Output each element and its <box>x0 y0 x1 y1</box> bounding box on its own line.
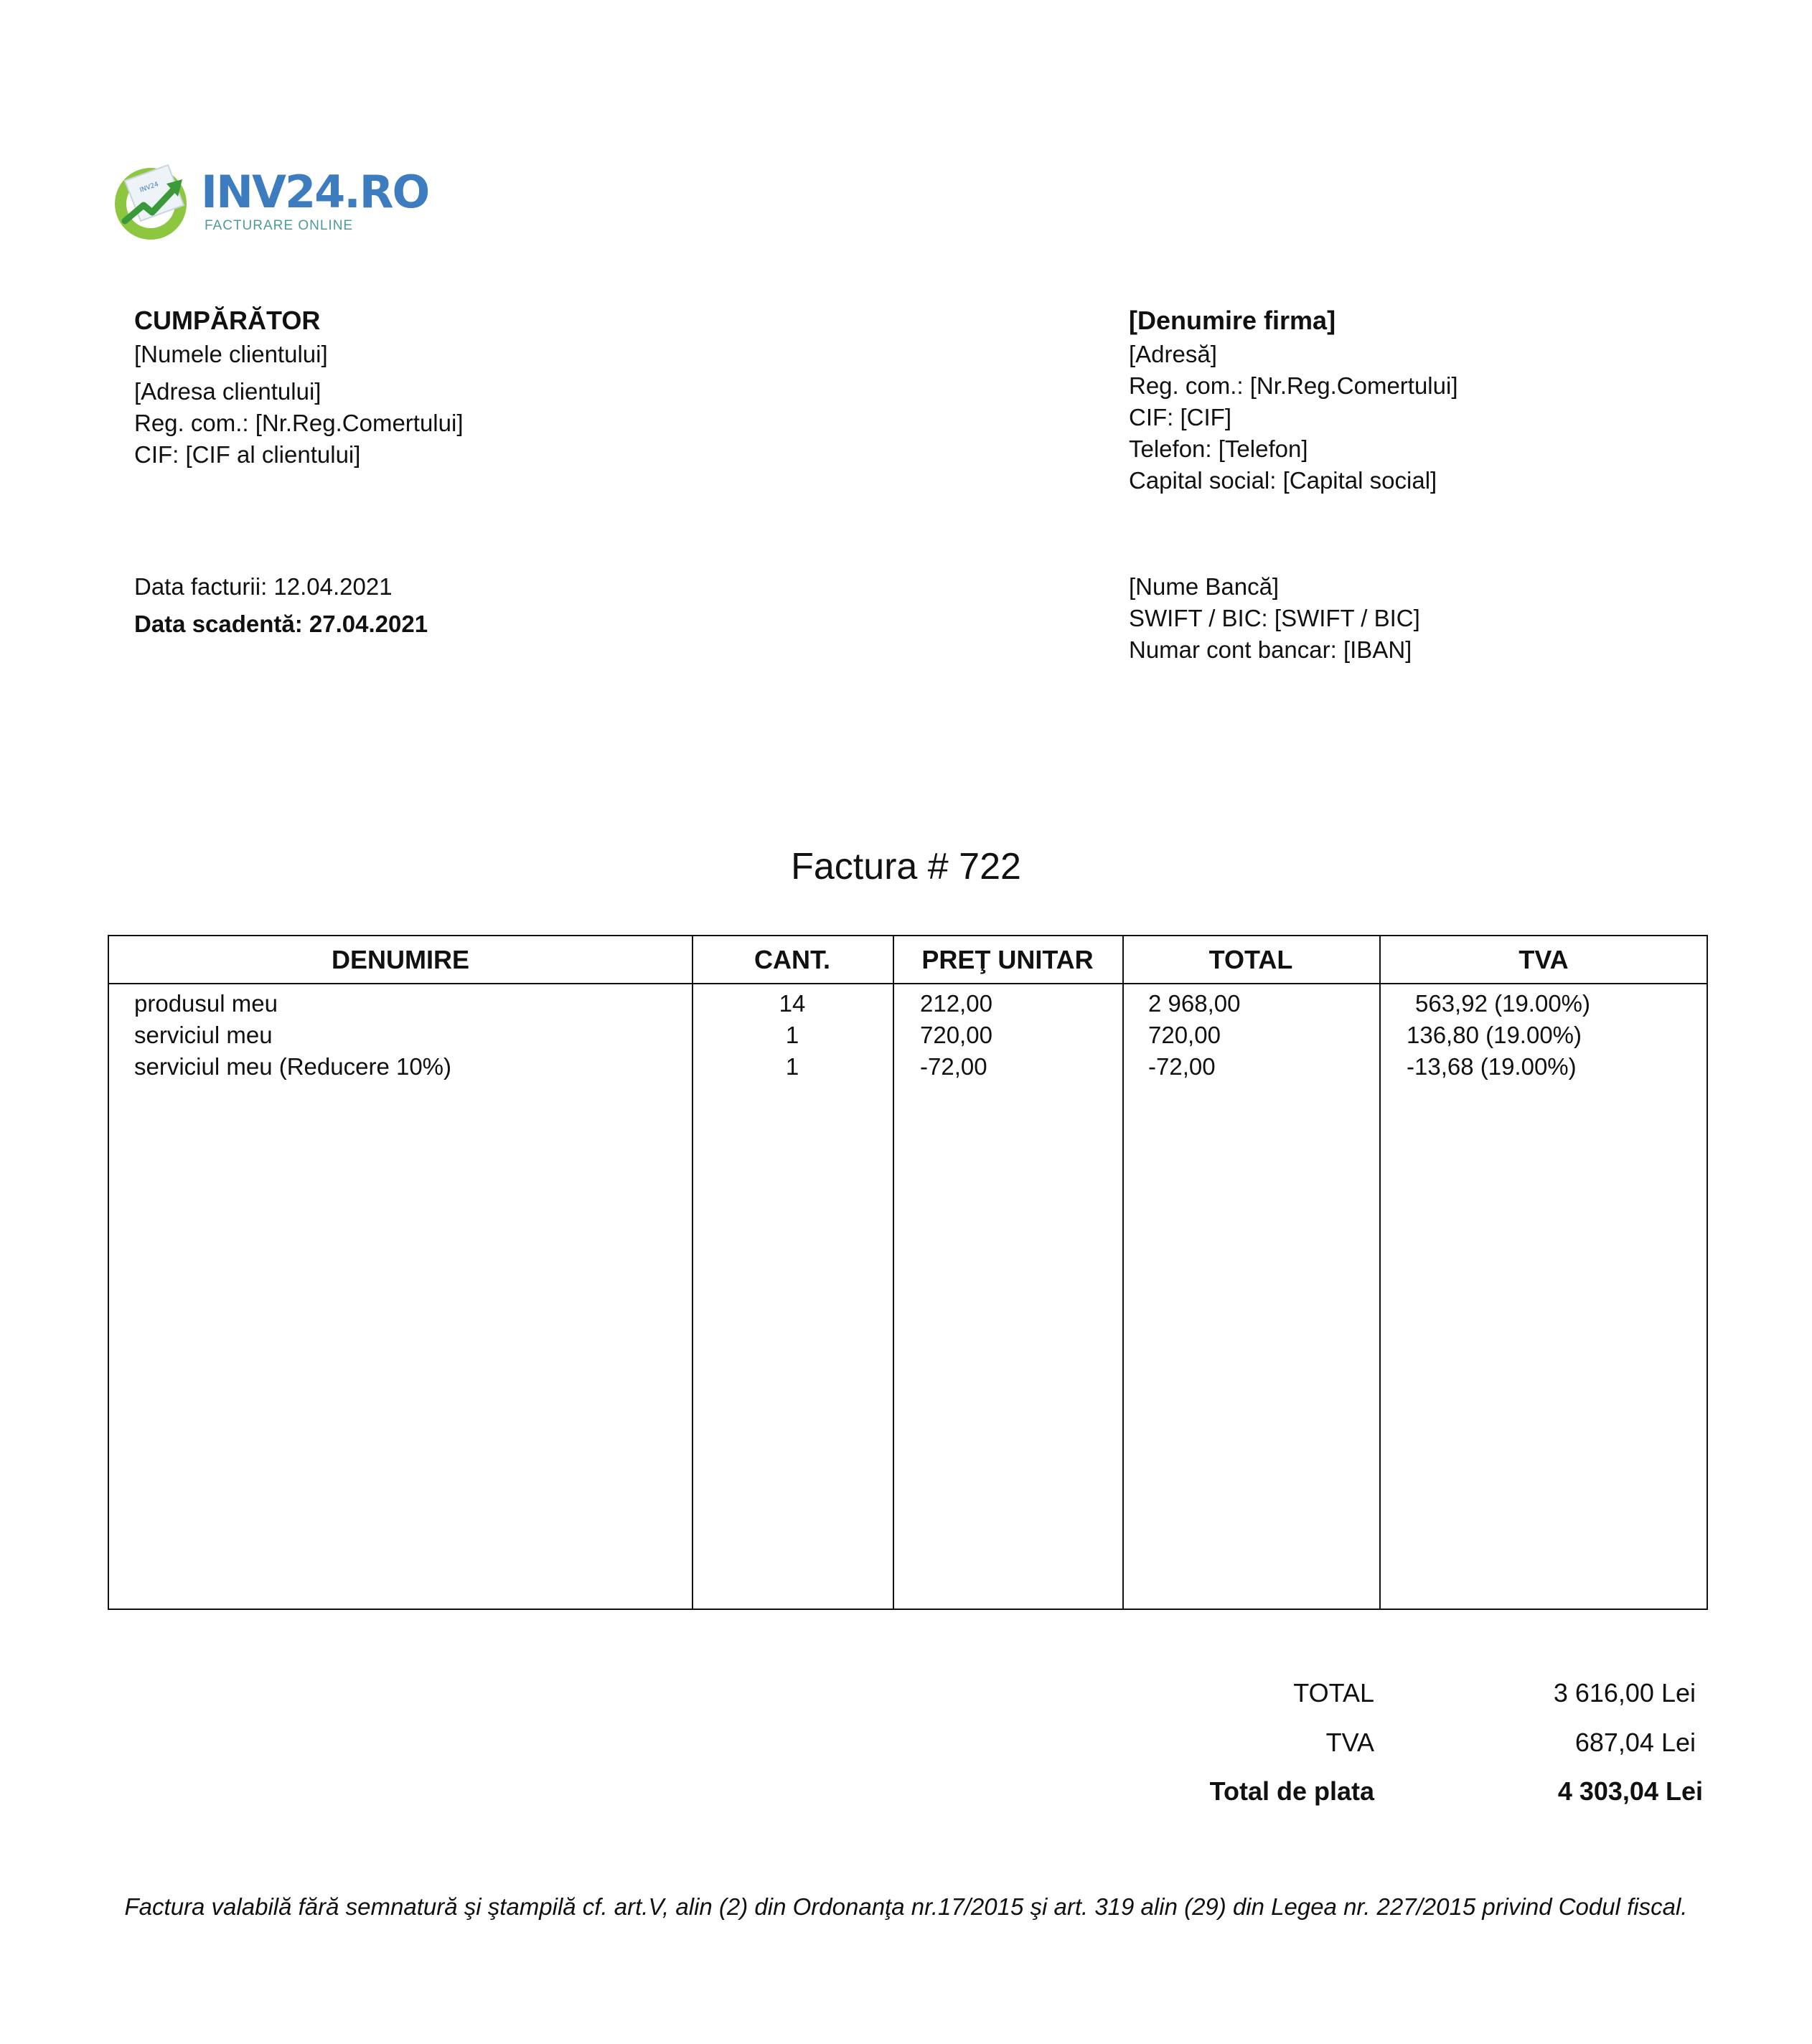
column-divider <box>1122 936 1124 1609</box>
row-2-qty: 1 <box>785 1022 799 1048</box>
bank-swift: SWIFT / BIC: [SWIFT / BIC] <box>1129 605 1420 631</box>
seller-title: [Denumire firma] <box>1129 306 1336 335</box>
row-2-total: 720,00 <box>1148 1022 1221 1048</box>
grand-total-value: 4 303,04 Lei <box>1557 1776 1703 1806</box>
buyer-address: [Adresa clientului] <box>134 378 321 405</box>
invoice-title: Factura # 722 <box>791 846 1021 887</box>
due-date: Data scadentă: 27.04.2021 <box>134 611 428 637</box>
legal-note: Factura valabilă fără semnatură şi ştampilă cf. art.V, alin (2) din Ordonanţa nr.17/2015 şi art. 319 alin (29) din Legea nr. 227/2015 privind Codul fiscal. <box>124 1893 1688 1920</box>
company-logo <box>109 159 429 242</box>
items-table <box>108 935 1708 1610</box>
column-header-name: DENUMIRE <box>331 945 469 974</box>
seller-block <box>1129 304 1458 496</box>
row-3-total: -72,00 <box>1148 1053 1216 1080</box>
column-header-vat: TVA <box>1518 945 1569 974</box>
seller-capital: Capital social: [Capital social] <box>1129 467 1437 494</box>
seller-address: [Adresă] <box>1129 341 1217 367</box>
column-header-total: TOTAL <box>1208 945 1293 974</box>
header-divider <box>109 983 1707 984</box>
row-1-unit-price: 212,00 <box>920 990 992 1017</box>
seller-cif: CIF: [CIF] <box>1129 404 1231 430</box>
column-divider <box>893 936 894 1609</box>
buyer-reg-com: Reg. com.: [Nr.Reg.Comertului] <box>134 410 464 436</box>
seller-phone: Telefon: [Telefon] <box>1129 435 1308 462</box>
row-1-name: produsul meu <box>134 990 278 1017</box>
subtotal-value: 3 616,00 Lei <box>1553 1678 1696 1708</box>
logo-badge-text: INV24 <box>139 181 160 194</box>
invoice-dates <box>134 571 428 640</box>
vat-total-value: 687,04 Lei <box>1574 1728 1696 1757</box>
grand-total-label: Total de plata <box>1209 1776 1374 1806</box>
seller-reg-com: Reg. com.: [Nr.Reg.Comertului] <box>1129 372 1458 399</box>
column-header-qty: CANT. <box>754 945 830 974</box>
bank-name: [Nume Bancă] <box>1129 573 1280 600</box>
buyer-title: CUMPĂRĂTOR <box>134 306 321 335</box>
invoice-date: Data facturii: 12.04.2021 <box>134 573 393 600</box>
buyer-block <box>134 304 464 471</box>
row-3-unit-price: -72,00 <box>920 1053 987 1080</box>
buyer-cif: CIF: [CIF al clientului] <box>134 441 361 468</box>
logo-brand-text: INV24.RO <box>201 166 429 218</box>
row-1-vat: 563,92 (19.00%) <box>1415 990 1591 1017</box>
row-2-unit-price: 720,00 <box>920 1022 992 1048</box>
column-divider <box>1379 936 1381 1609</box>
row-3-qty: 1 <box>785 1053 799 1080</box>
bank-iban: Numar cont bancar: [IBAN] <box>1129 636 1412 663</box>
logo-tagline: FACTURARE ONLINE <box>205 218 354 233</box>
vat-total-label: TVA <box>1325 1728 1374 1757</box>
column-header-unit-price: PREŢ UNITAR <box>921 945 1094 974</box>
row-2-name: serviciul meu <box>134 1022 273 1048</box>
row-2-vat: 136,80 (19.00%) <box>1407 1022 1582 1048</box>
bank-block <box>1129 571 1420 666</box>
row-1-total: 2 968,00 <box>1148 990 1241 1017</box>
buyer-name: [Numele clientului] <box>134 341 328 367</box>
logo-mark-icon <box>109 159 195 242</box>
row-3-name: serviciul meu (Reducere 10%) <box>134 1053 452 1080</box>
row-1-qty: 14 <box>779 990 806 1017</box>
subtotal-label: TOTAL <box>1293 1678 1374 1708</box>
row-3-vat: -13,68 (19.00%) <box>1407 1053 1577 1080</box>
